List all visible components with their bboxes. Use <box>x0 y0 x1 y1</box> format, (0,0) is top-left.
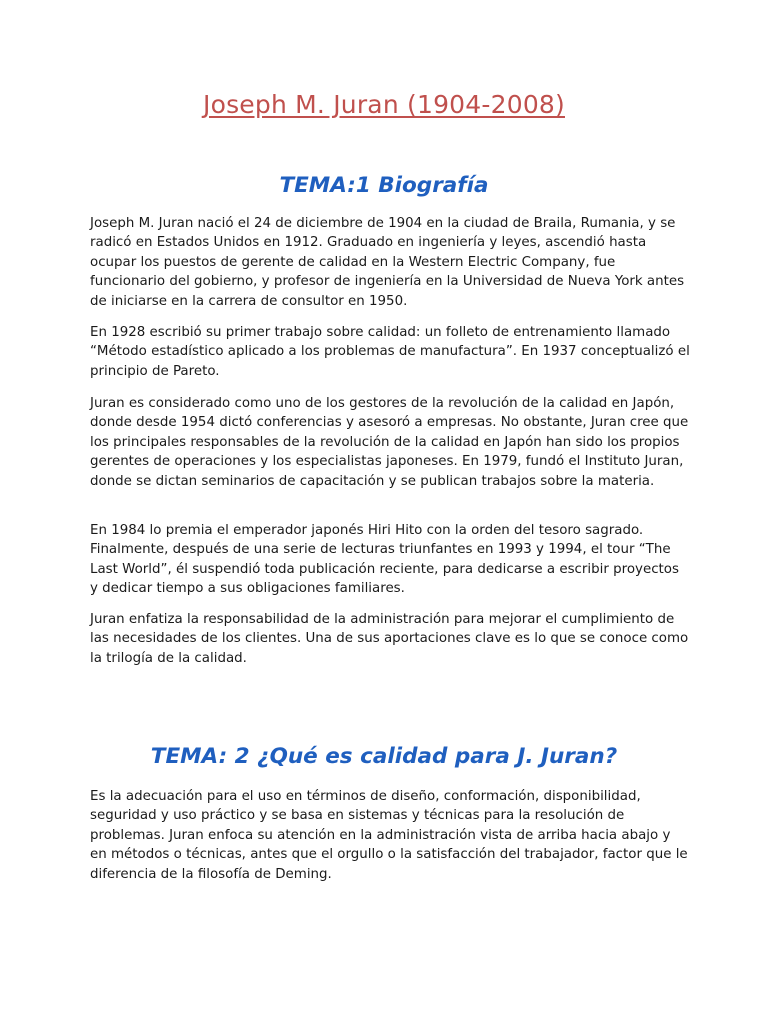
paragraph: Juran es considerado como uno de los gestores de la revolución de la calidad en Japón, donde desde 1954 dictó conferencias y asesoró a empresas. No obstante, Juran cree que los principales responsables de la revolución de la calidad en Japón han sido los propios gerentes de operaciones y los especialistas japoneses. En 1979, fundó el Instituto Juran, donde se dictan seminarios de capacitación y se publican trabajos sobre la materia. <box>90 396 689 489</box>
document-title: Joseph M. Juran (1904-2008) <box>203 90 565 119</box>
paragraph: Joseph M. Juran nació el 24 de diciembre de 1904 en la ciudad de Braila, Rumania, y se radicó en Estados Unidos en 1912. Graduado en ingeniería y leyes, ascendió hasta ocupar los puestos de gerente de calidad en la Western Electric Company, fue funcionario del gobierno, y profesor de ingeniería en la Universidad de Nueva York antes de iniciarse en la carrera de consultor en 1950. <box>90 216 685 309</box>
paragraph: En 1984 lo premia el emperador japonés Hiri Hito con la orden del tesoro sagrado. Finalmente, después de una serie de lecturas triunfantes en 1993 y 1994, el tour “The Last World”, él suspendió toda publicación reciente, para dedicarse a escribir proyectos y dedicar tiempo a sus obligaciones familiares. <box>90 523 679 597</box>
section-heading-calidad: TEMA: 2 ¿Qué es calidad para J. Juran? <box>150 744 618 769</box>
paragraph: En 1928 escribió su primer trabajo sobre calidad: un folleto de entrenamiento llamado “Método estadístico aplicado a los problemas de manufactura”. En 1937 conceptualizó el principio de Pareto. <box>90 325 690 379</box>
paragraph: Es la adecuación para el uso en términos de diseño, conformación, disponibilidad, seguridad y uso práctico y se basa en sistemas y técnicas para la resolución de problemas. Juran enfoca su atención en la administración vista de arriba hacia abajo y en métodos o técnicas, antes que el orgullo o la satisfacción del trabajador, factor que le diferencia de la filosofía de Deming. <box>90 789 688 882</box>
paragraph: Juran enfatiza la responsabilidad de la administración para mejorar el cumplimiento de las necesidades de los clientes. Una de sus aportaciones clave es lo que se conoce como la trilogía de la calidad. <box>90 612 689 666</box>
section-heading-biografia: TEMA:1 Biografía <box>279 173 489 198</box>
